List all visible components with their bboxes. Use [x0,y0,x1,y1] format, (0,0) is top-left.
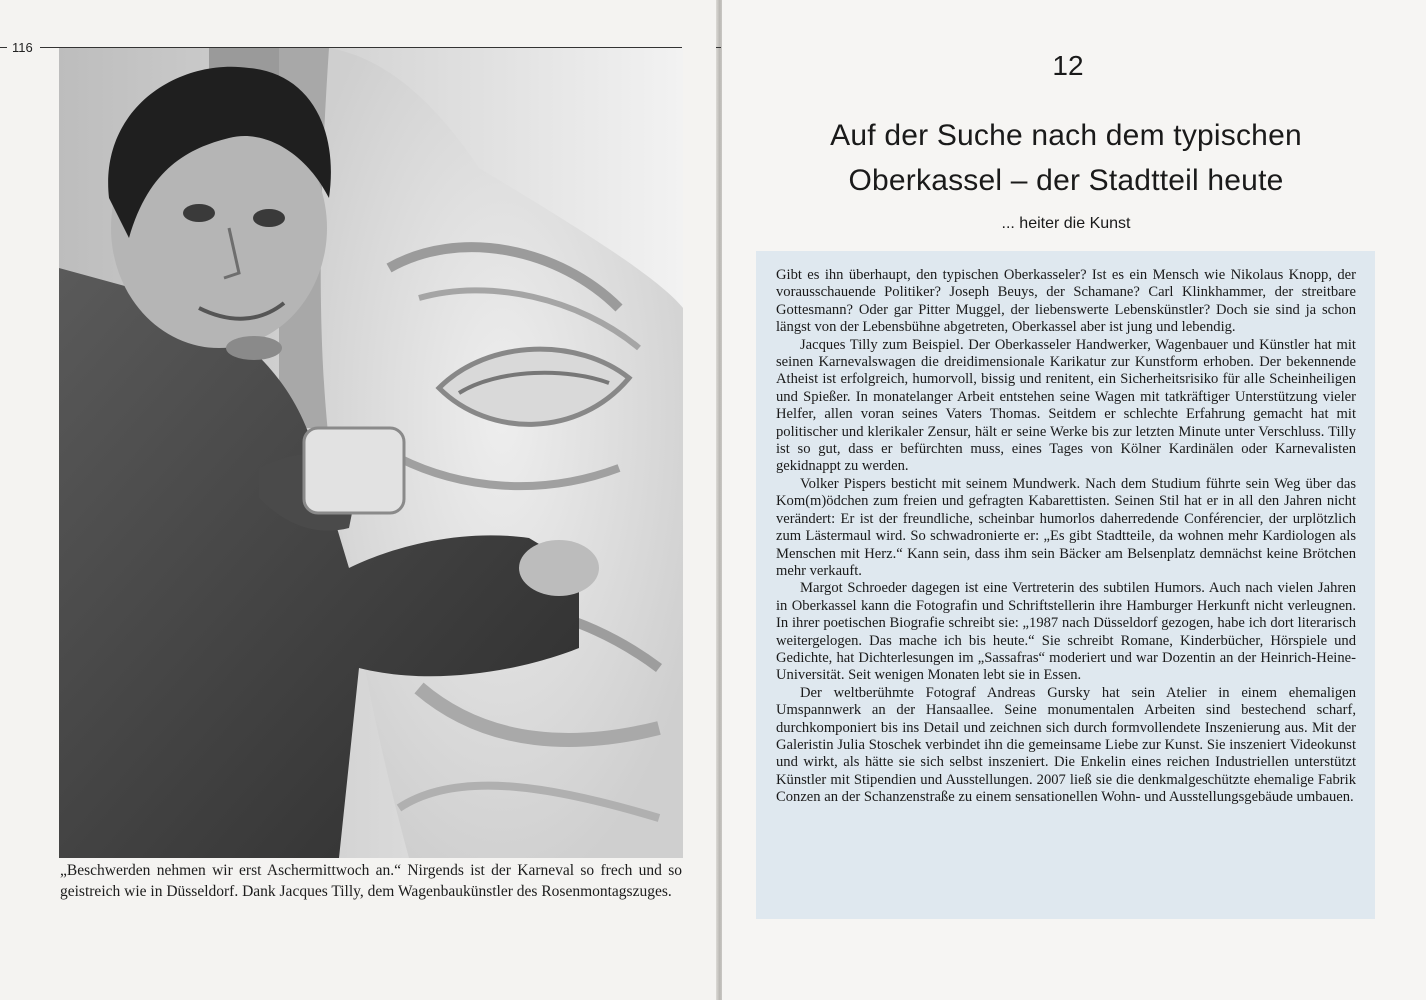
margin-tick [716,47,721,48]
paragraph: Jacques Tilly zum Beispiel. Der Oberkasseler Handwerker, Wagenbauer und Künstler hat mit seinen Karnevalswagen die dreidimensionale Karikatur zur Kunstform erhoben. Der bekennende Atheist ist erfolgreich, humorvoll, bissig und renitent, ein Sicherheitsrisiko für alle Scheinheiligen und Spießer. In monatelanger Arbeit entstehen seine Wagen mit tatkräftiger Unterstützung vieler Helfer, allen voran seines Vaters Thomas. Seitdem er schlechte Erfahrung gemacht hat mit politischer und klerikaler Zensur, hält er seine Werke bis zur letzten Minute unter Verschluss. Tilly ist so gut, dass er befürchten muss, eines Tages von Kölner Kardinälen oder Karnevalisten gekidnappt zu werden. [776,336,1356,475]
chapter-title [760,113,1372,203]
chapter-title-line: Oberkassel – der Stadtteil heute [848,164,1284,197]
chapter-number: 12 [1052,50,1084,81]
paragraph: Der weltberühmte Fotograf Andreas Gursky hat sein Atelier in einem ehemaligen Umspannwerk an der Hansaallee. Seine monumentalen Arbeiten sind bestechend scharf, durchkomponiert bis ins Detail und zeichnen sich durch formvollendete Inszenierung aus. Mit der Galeristin Julia Stoschek verbindet ihn die gemeinsame Liebe zur Kunst. Sie inszeniert Videokunst und wirkt, als hätte sie sich selbst inszeniert. Die Enkelin eines reichen Industriellen unterstützt Künstler mit Stipendien und Ausstellungen. 2007 ließ sie die denkmalgeschützte ehemalige Fabrik Conzen an der Schanzenstraße zu einem sensationellen Wohn- und Ausstellungsgebäude umbauen. [776,684,1356,806]
paragraph: Margot Schroeder dagegen ist eine Vertreterin des subtilen Humors. Auch nach vielen Jahren in Oberkassel kann die Fotografin und Schriftstellerin ihre Hamburger Herkunft nicht verleugnen. In ihrer poetischen Biografie schreibt sie: „1987 nach Düsseldorf gezogen, habe ich dort literarisch weitergelogen. Das mache ich bis heute.“ Sie schreibt Romane, Kinderbücher, Hörspiele und Gedichte, hat Dichterlesungen im „Sassafras“ moderiert und war Dozentin an der Heinrich-Heine-Universität. Seit wenigen Monaten lebt sie in Essen. [776,580,1356,684]
chapter-subtitle: ... heiter die Kunst [1001,215,1131,232]
chapter-title-line: Auf der Suche nach dem typischen [830,119,1302,152]
paragraph: Gibt es ihn überhaupt, den typischen Oberkasseler? Ist es ein Mensch wie Nikolaus Knopp, der vorausschauende Politiker? Joseph Beuys, der Schamane? Carl Klinkhammer, der streitbare Gottesmann? Oder gar Pitter Muggel, der liebenswerte Lebenskünstler? Doch sie sind ja schon längst von der Lebensbühne abgetreten, Oberkassel aber ist jung und lebendig. [776,267,1356,336]
margin-tick [0,47,7,48]
body-text [776,267,1356,807]
paragraph: Volker Pispers besticht mit seinem Mundwerk. Nach dem Studium führte sein Weg über das Kom(m)ödchen zum freien und gefragten Kabarettisten. Seinen Stil hat er in all den Jahren nicht verändert: Er ist der freundliche, scheinbar humorlos daherredende Conférencier, der urplötzlich zum Lästermaul wird. So schwadronierte er: „Es gibt Stadtteile, da wohnen mehr Kardiologen als Menschen mit Herz.“ Kann sein, dass ihm sein Bäcker am Belsenplatz demnächst keine Brötchen mehr verkauft. [776,475,1356,579]
photo-caption: „Beschwerden nehmen wir erst Aschermittwoch an.“ Nirgends ist der Karneval so frech und so geistreich wie in Düsseldorf. Dank Jacques Tilly, dem Wagenbaukünstler des Rosenmontagszuges. [60,862,682,900]
page-number: 116 [12,40,33,55]
artist-photo [59,48,683,858]
